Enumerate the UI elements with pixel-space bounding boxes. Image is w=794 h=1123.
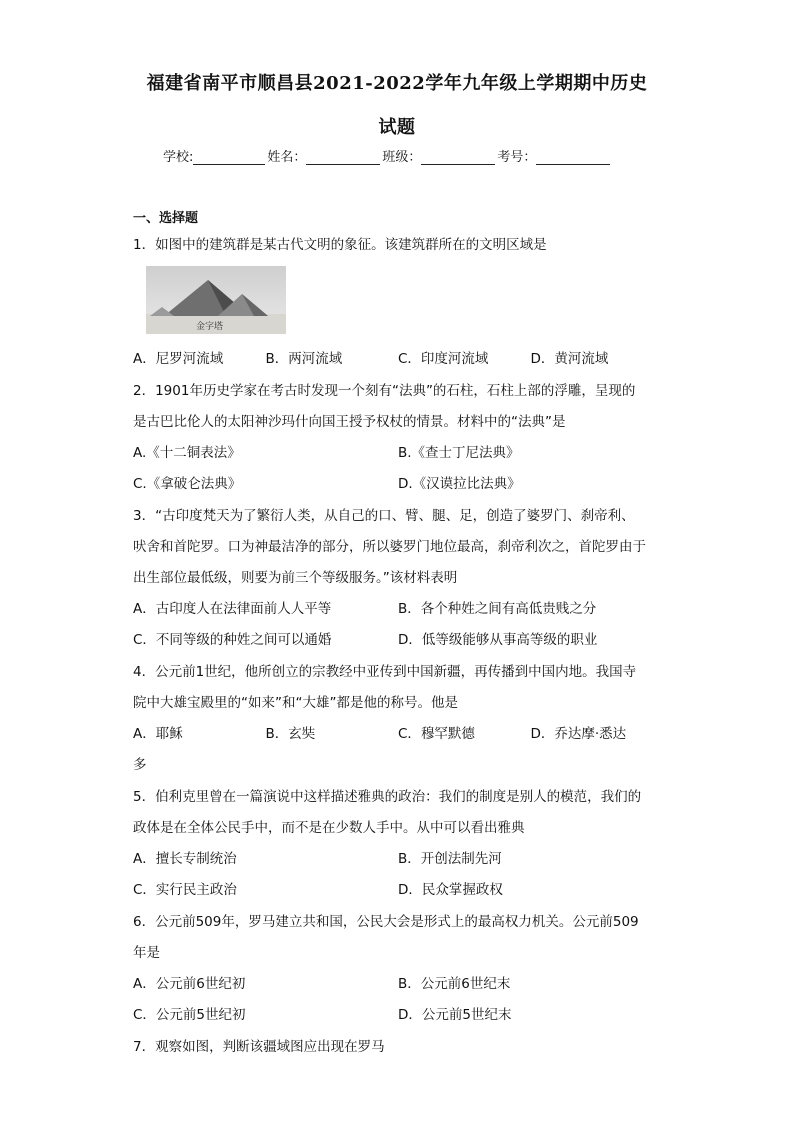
q6-stem-line1: 6．公元前509年，罗马建立共和国，公民大会是形式上的最高权力机关。公元前509	[133, 914, 639, 930]
q3-options-row2	[133, 628, 663, 648]
q3-options-row1	[133, 597, 663, 617]
class-blank[interactable]	[421, 150, 495, 165]
q5-options-row1	[133, 847, 663, 867]
q5-options-row2	[133, 878, 663, 898]
q4-stem-line1: 4．公元前1世纪，他所创立的宗教经中亚传到中国新疆，再传播到中国内地。我国寺	[133, 664, 637, 680]
q3-stem-line1: 3．“古印度梵天为了繁衍人类，从自己的口、臂、腿、足，创造了婆罗门、刹帝利、	[133, 508, 635, 524]
q1-option-d[interactable]: D．黄河流域	[530, 351, 609, 367]
q2-options-row2	[133, 472, 663, 492]
name-label: 姓名：	[267, 150, 307, 165]
q1-option-a[interactable]: A．尼罗河流域	[133, 351, 224, 367]
q2-stem-line2: 是古巴比伦人的太阳神沙玛什向国王授予权杖的情景。材料中的“法典”是	[133, 414, 566, 430]
exam-number-label: 考号：	[497, 150, 537, 165]
q5-option-b[interactable]: B．开创法制先河	[398, 851, 502, 867]
q6-option-c[interactable]: C．公元前5世纪初	[133, 1007, 246, 1023]
q6-option-d[interactable]: D．公元前5世纪末	[398, 1007, 512, 1023]
q5-stem-line2: 政体是在全体公民手中，而不是在少数人手中。从中可以看出雅典	[133, 820, 525, 836]
q1-option-c[interactable]: C．印度河流域	[398, 351, 489, 367]
q4-option-a[interactable]: A．耶稣	[133, 726, 183, 742]
exam-number-blank[interactable]	[536, 150, 610, 165]
q2-option-d[interactable]: D.《汉谟拉比法典》	[398, 476, 521, 492]
q2-options-row1	[133, 441, 663, 461]
q2-option-a[interactable]: A.《十二铜表法》	[133, 445, 241, 461]
q6-option-b[interactable]: B．公元前6世纪末	[398, 976, 511, 992]
q4-options	[133, 722, 663, 742]
q3-option-b[interactable]: B．各个种姓之间有高低贵贱之分	[398, 601, 597, 617]
q5-option-d[interactable]: D．民众掌握政权	[398, 882, 503, 898]
q7-stem: 7．观察如图，判断该疆域图应出现在罗马	[133, 1039, 385, 1055]
q4-option-c[interactable]: C．穆罕默德	[398, 726, 475, 742]
exam-title-line2: 试题	[378, 117, 416, 138]
q4-option-d-wrap: 多	[133, 757, 147, 773]
q2-option-c[interactable]: C.《拿破仑法典》	[133, 476, 242, 492]
name-blank[interactable]	[306, 150, 380, 165]
class-label: 班级：	[382, 150, 422, 165]
q4-option-b[interactable]: B．玄奘	[265, 726, 316, 742]
q1-options	[133, 347, 663, 367]
q3-stem-line3: 出生部位最低级，则要为前三个等级服务。”该材料表明	[133, 570, 458, 586]
q4-stem-line2: 院中大雄宝殿里的“如来”和“大雄”都是他的称号。他是	[133, 695, 458, 711]
q1-stem: 1．如图中的建筑群是某古代文明的象征。该建筑群所在的文明区域是	[133, 237, 547, 253]
school-blank[interactable]	[193, 150, 265, 165]
q3-option-a[interactable]: A．古印度人在法律面前人人平等	[133, 601, 332, 617]
q3-stem-line2: 吠舍和首陀罗。口为神最洁净的部分，所以婆罗门地位最高，刹帝利次之，首陀罗由于	[133, 539, 646, 555]
q6-stem-line2: 年是	[133, 945, 160, 961]
q5-option-c[interactable]: C．实行民主政治	[133, 882, 237, 898]
q5-stem-line1: 5．伯利克里曾在一篇演说中这样描述雅典的政治：我们的制度是别人的模范，我们的	[133, 789, 642, 805]
student-info-row	[163, 146, 612, 165]
q3-option-d[interactable]: D．低等级能够从事高等级的职业	[398, 632, 598, 648]
section-title: 一、选择题	[133, 211, 199, 226]
pyramid-photo	[146, 266, 286, 334]
q1-option-b[interactable]: B．两河流域	[265, 351, 343, 367]
school-label: 学校:	[163, 150, 194, 165]
q2-stem-line1: 2．1901年历史学家在考古时发现一个刻有“法典”的石柱，石柱上部的浮雕，呈现的	[133, 383, 636, 399]
q3-option-c[interactable]: C．不同等级的种姓之间可以通婚	[133, 632, 332, 648]
q2-option-b[interactable]: B.《查士丁尼法典》	[398, 445, 520, 461]
q4-option-d[interactable]: D．乔达摩·悉达	[530, 726, 627, 742]
q5-option-a[interactable]: A．擅长专制统治	[133, 851, 237, 867]
q6-options-row1	[133, 972, 663, 992]
pyramid-caption: 金字塔	[196, 322, 224, 332]
q6-option-a[interactable]: A．公元前6世纪初	[133, 976, 246, 992]
q6-options-row2	[133, 1003, 663, 1023]
exam-title-line1: 福建省南平市顺昌县2021-2022学年九年级上学期期中历史	[146, 73, 648, 94]
